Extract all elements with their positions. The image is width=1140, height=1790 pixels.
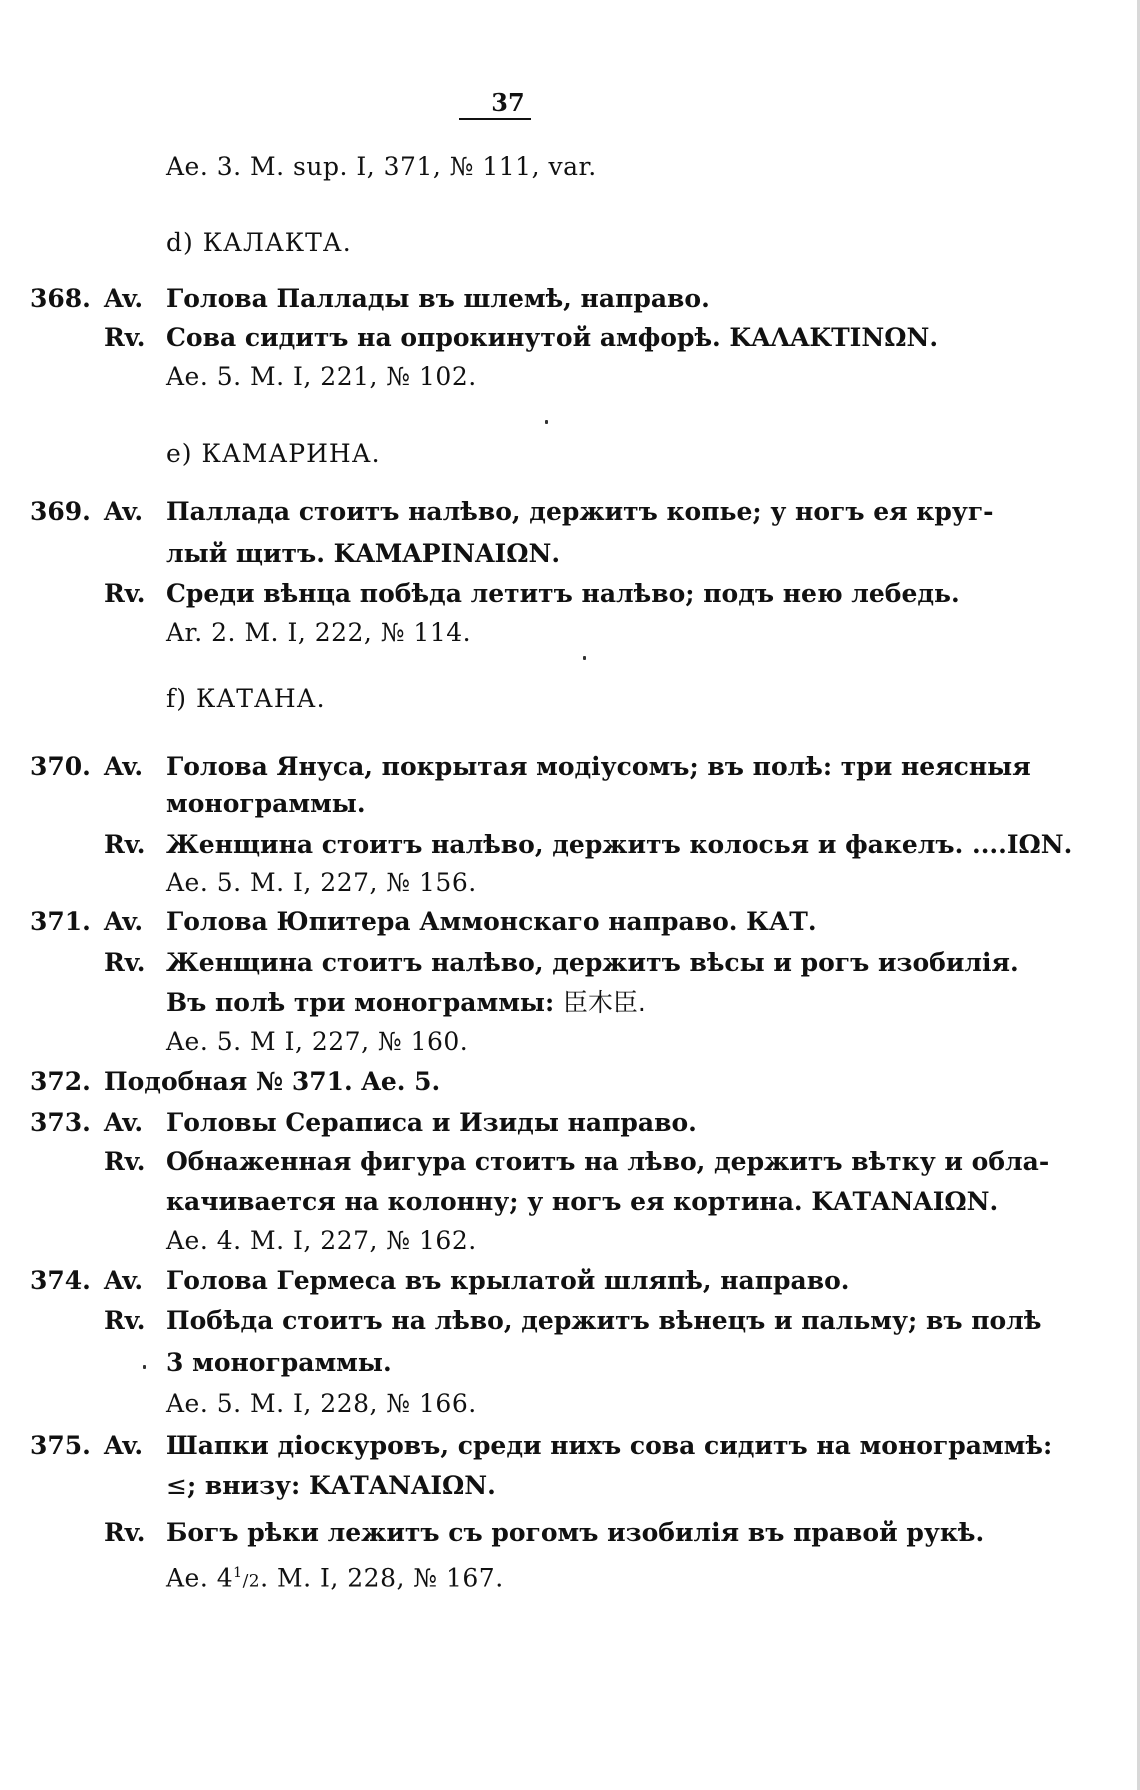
entry-370-obverse-line-1: Голова Януса, покрытая модіусомъ; въ полѣ: три неясныя	[166, 752, 1031, 781]
obverse-label: Av.	[104, 1108, 144, 1137]
obverse-label: Av.	[104, 752, 144, 781]
entry-375-obverse-line-1: Шапки діоскуровъ, среди нихъ сова сидитъ на монограммѣ:	[166, 1431, 1053, 1460]
entry-number-372: 372.	[30, 1067, 91, 1096]
entry-369-reference: Ar. 2. M. I, 222, № 114.	[166, 618, 472, 647]
entry-368-reverse: Сова сидитъ на опрокинутой амфорѣ. ΚΑΛΑΚΤΙΝΩΝ.	[166, 323, 939, 352]
monogram-glyph: ≤	[166, 1471, 187, 1500]
entry-373-reverse-line-1: Обнаженная фигура стоитъ на лѣво, держитъ вѣтку и обла-	[166, 1147, 1050, 1176]
entry-374-reverse-line-1: Побѣда стоитъ на лѣво, держитъ вѣнецъ и пальму; въ полѣ	[166, 1306, 1042, 1335]
reverse-label: Rv.	[104, 1518, 146, 1547]
entry-number-374: 374.	[30, 1266, 91, 1295]
reverse-label: Rv.	[104, 579, 146, 608]
obverse-label: Av.	[104, 284, 144, 313]
entry-number-373: 373.	[30, 1108, 91, 1137]
fraction-numerator: 1	[233, 1565, 243, 1581]
entry-368-obverse: Голова Паллады въ шлемѣ, направо.	[166, 284, 710, 313]
section-heading-kalakta: d) КАЛАКТА.	[166, 228, 352, 257]
reverse-label: Rv.	[104, 323, 146, 352]
entry-369-obverse-line-2: лый щитъ. ΚΑΜΑΡΙΝΑΙΩΝ.	[166, 539, 561, 568]
entry-370-reverse: Женщина стоитъ налѣво, держитъ колосья и факелъ. ....ΙΩΝ.	[166, 830, 1073, 859]
entry-number-375: 375.	[30, 1431, 91, 1460]
entry-number-368: 368.	[30, 284, 91, 313]
entry-373-obverse: Головы Сераписа и Изиды направо.	[166, 1108, 697, 1137]
obverse-label: Av.	[104, 1266, 144, 1295]
entry-375-obverse-text: ; внизу: ΚΑΤΑΝΑΙΩΝ.	[186, 1471, 496, 1500]
entry-374-obverse: Голова Гермеса въ крылатой шляпѣ, направо.	[166, 1266, 850, 1295]
section-heading-katana: f) КАТАНА.	[166, 684, 326, 713]
page-number-rule	[459, 118, 531, 120]
entry-375-reference	[166, 1557, 504, 1597]
section-heading-kamarina: e) КАМАРИНА.	[166, 439, 381, 468]
reverse-label: Rv.	[104, 948, 146, 977]
entry-375-obverse-line-2	[166, 1470, 496, 1502]
entry-374-reference: Ae. 5. M. I, 228, № 166.	[166, 1389, 477, 1418]
entry-369-reverse: Среди вѣнца побѣда летитъ налѣво; подъ нею лебедь.	[166, 579, 960, 608]
entry-374-reverse-line-2: 3 монограммы.	[166, 1348, 392, 1377]
entry-369-obverse-line-1: Паллада стоитъ налѣво, держитъ копье; у ногъ ея круг-	[166, 497, 994, 526]
entry-370-obverse-line-2: монограммы.	[166, 789, 366, 818]
obverse-label: Av.	[104, 1431, 144, 1460]
reference-suffix: . M. I, 228, № 167.	[260, 1563, 504, 1593]
entry-number-370: 370.	[30, 752, 91, 781]
obverse-label: Av.	[104, 497, 144, 526]
page-number: 37	[491, 88, 525, 117]
entry-371-reverse-line-1: Женщина стоитъ налѣво, держитъ вѣсы и рогъ изобилія.	[166, 948, 1019, 977]
entry-number-369: 369.	[30, 497, 91, 526]
entry-372-text: Подобная № 371. Ae. 5.	[104, 1067, 441, 1096]
entry-375-reverse: Богъ рѣки лежитъ съ рогомъ изобилія въ правой рукѣ.	[166, 1518, 985, 1547]
print-speck	[583, 656, 586, 660]
obverse-label: Av.	[104, 907, 144, 936]
entry-number-371: 371.	[30, 907, 91, 936]
entry-371-reference: Ae. 5. M I, 227, № 160.	[166, 1027, 469, 1056]
entry-371-reverse-line-2	[166, 987, 646, 1019]
reverse-label: Rv.	[104, 830, 146, 859]
entry-373-reference: Ae. 4. M. I, 227, № 162.	[166, 1226, 477, 1255]
reverse-label: Rv.	[104, 1147, 146, 1176]
reference-prefix: Ae. 4	[166, 1563, 234, 1593]
print-speck	[143, 1365, 146, 1369]
entry-373-reverse-line-2: качивается на колонну; у ногъ ея кортина. ΚΑΤΑΝΑΙΩΝ.	[166, 1187, 999, 1216]
monogram-glyphs: ⾂⽊⾂.	[562, 988, 646, 1017]
reverse-label: Rv.	[104, 1306, 146, 1335]
fraction-denominator: /2	[242, 1571, 261, 1592]
previous-entry-reference: Ae. 3. M. sup. I, 371, № 111, var.	[166, 152, 597, 181]
entry-370-reference: Ae. 5. M. I, 227, № 156.	[166, 868, 477, 897]
entry-368-reference: Ae. 5. M. I, 221, № 102.	[166, 362, 477, 391]
print-speck	[545, 420, 548, 424]
entry-371-obverse: Голова Юпитера Аммонскаго направо. КАТ.	[166, 907, 817, 936]
entry-371-reverse-text: Въ полѣ три монограммы:	[166, 988, 555, 1017]
